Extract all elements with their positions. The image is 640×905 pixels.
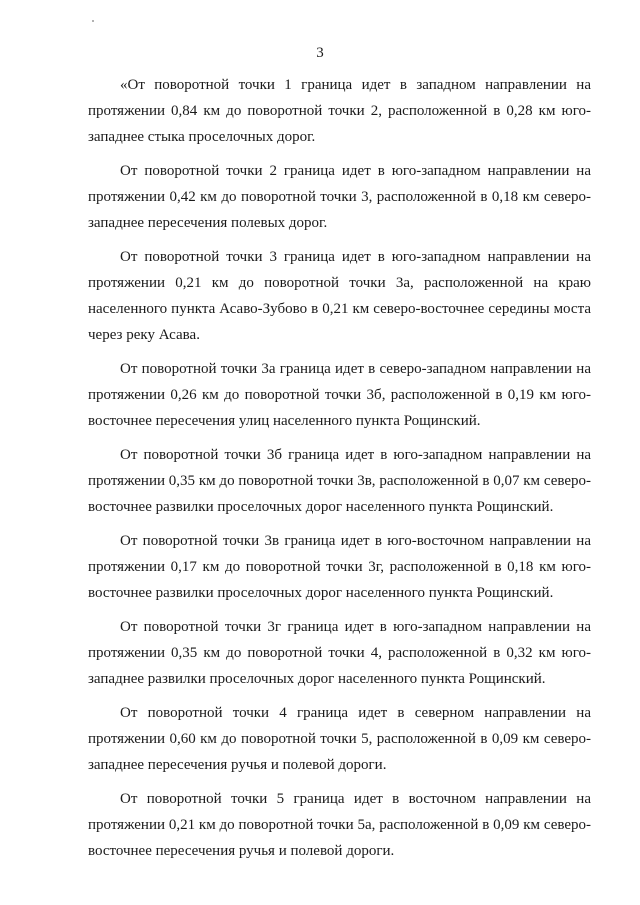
paragraph: От поворотной точки 3 граница идет в юго-западном направлении на протяжении 0,21 км до поворотной точки 3а, расположенной на краю населенного пункта Асаво-Зубово в 0,21 км северо-восточнее середины моста через реку Асава. <box>88 249 591 343</box>
paragraph: От поворотной точки 3в граница идет в юго-восточном направлении на протяжении 0,17 км до поворотной точки 3г, расположенной в 0,18 км юго-восточнее развилки проселочных дорог населенного пункта Рощинский. <box>88 533 591 601</box>
paragraph: От поворотной точки 3б граница идет в юго-западном направлении на протяжении 0,35 км до поворотной точки 3в, расположенной в 0,07 км северо-восточнее развилки проселочных дорог населенного пункта Рощинский. <box>88 447 591 515</box>
document-body <box>88 72 591 872</box>
paragraph: От поворотной точки 2 граница идет в юго-западном направлении на протяжении 0,42 км до поворотной точки 3, расположенной в 0,18 км северо-западнее пересечения полевых дорог. <box>88 163 591 231</box>
paragraph: От поворотной точки 5 граница идет в восточном направлении на протяжении 0,21 км до поворотной точки 5а, расположенной в 0,09 км северо-восточнее пересечения ручья и полевой дороги. <box>88 791 591 859</box>
scan-speck <box>92 20 94 22</box>
paragraph: От поворотной точки 3г граница идет в юго-западном направлении на протяжении 0,35 км до поворотной точки 4, расположенной в 0,32 км юго-западнее развилки проселочных дорог населенного пункта Рощинский. <box>88 619 591 687</box>
page-number: 3 <box>316 45 324 61</box>
paragraph: От поворотной точки 4 граница идет в северном направлении на протяжении 0,60 км до поворотной точки 5, расположенной в 0,09 км северо-западнее пересечения ручья и полевой дороги. <box>88 705 591 773</box>
paragraph: От поворотной точки 3а граница идет в северо-западном направлении на протяжении 0,26 км до поворотной точки 3б, расположенной в 0,19 км юго-восточнее пересечения улиц населенного пункта Рощинский. <box>88 361 591 429</box>
paragraph: «От поворотной точки 1 граница идет в западном направлении на протяжении 0,84 км до поворотной точки 2, расположенной в 0,28 км юго-западнее стыка проселочных дорог. <box>88 77 591 145</box>
